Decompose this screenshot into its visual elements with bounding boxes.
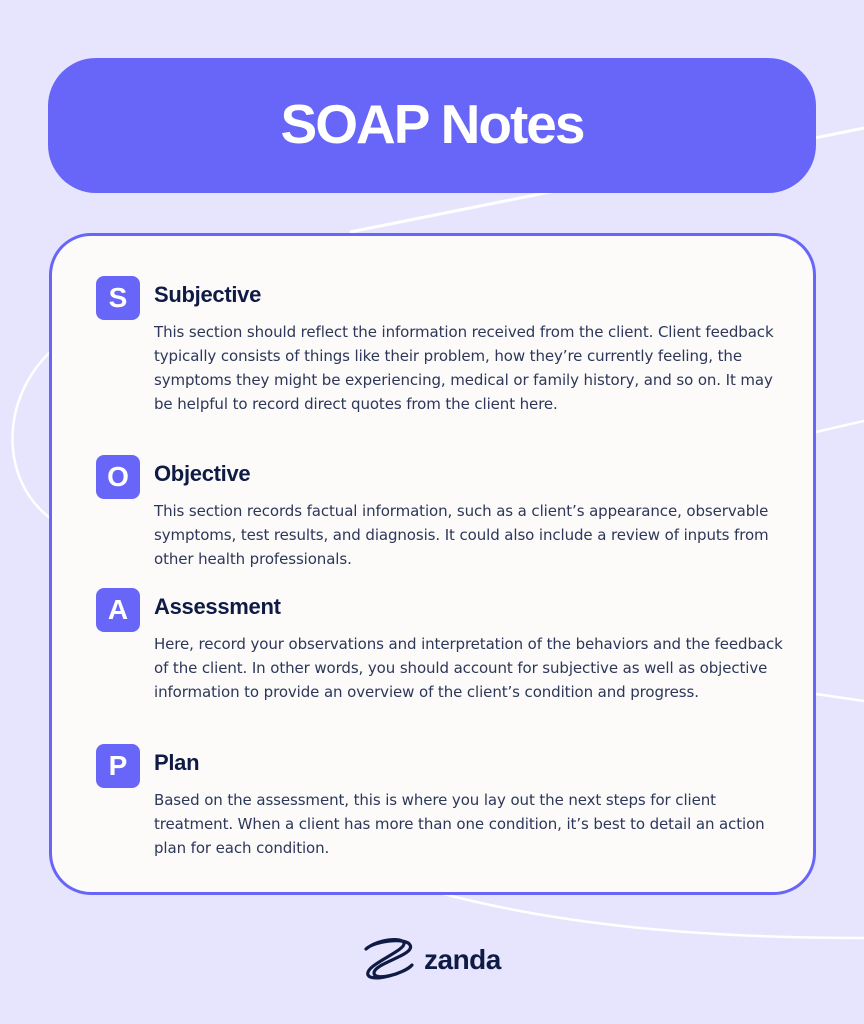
letter-badge-a: A xyxy=(96,588,140,632)
letter-badge-p: P xyxy=(96,744,140,788)
brand-name: zanda xyxy=(424,944,501,975)
brand-logo xyxy=(360,935,501,985)
section-title: Subjective xyxy=(154,282,262,307)
section-title: Assessment xyxy=(154,594,281,619)
section-body: Here, record your observations and interpretation of the behaviors and the feedback of the client. In other words, you should account for subjective as well as objective information to provide an overview of the client’s condition and progress. xyxy=(154,635,783,701)
letter-badge-o: O xyxy=(96,455,140,499)
section-title: Plan xyxy=(154,750,200,775)
section-body: This section should reflect the information received from the client. Client feedback typically consists of things like their problem, how they’re currently feeling, the symptoms they might be experiencing, medical or family history, and so on. It may be helpful to record direct quotes from the client here. xyxy=(154,323,774,413)
soap-card xyxy=(49,233,816,895)
section-body: Based on the assessment, this is where you lay out the next steps for client treatment. When a client has more than one condition, it’s best to detail an action plan for each condition. xyxy=(154,791,765,857)
zanda-squiggle-icon xyxy=(360,935,418,985)
title-banner xyxy=(48,58,816,193)
page-title: SOAP Notes xyxy=(280,92,584,155)
letter-badge-s: S xyxy=(96,276,140,320)
section-body: This section records factual information, such as a client’s appearance, observable symptoms, test results, and diagnosis. It could also include a review of inputs from other health professionals. xyxy=(154,502,769,568)
section-title: Objective xyxy=(154,461,251,486)
